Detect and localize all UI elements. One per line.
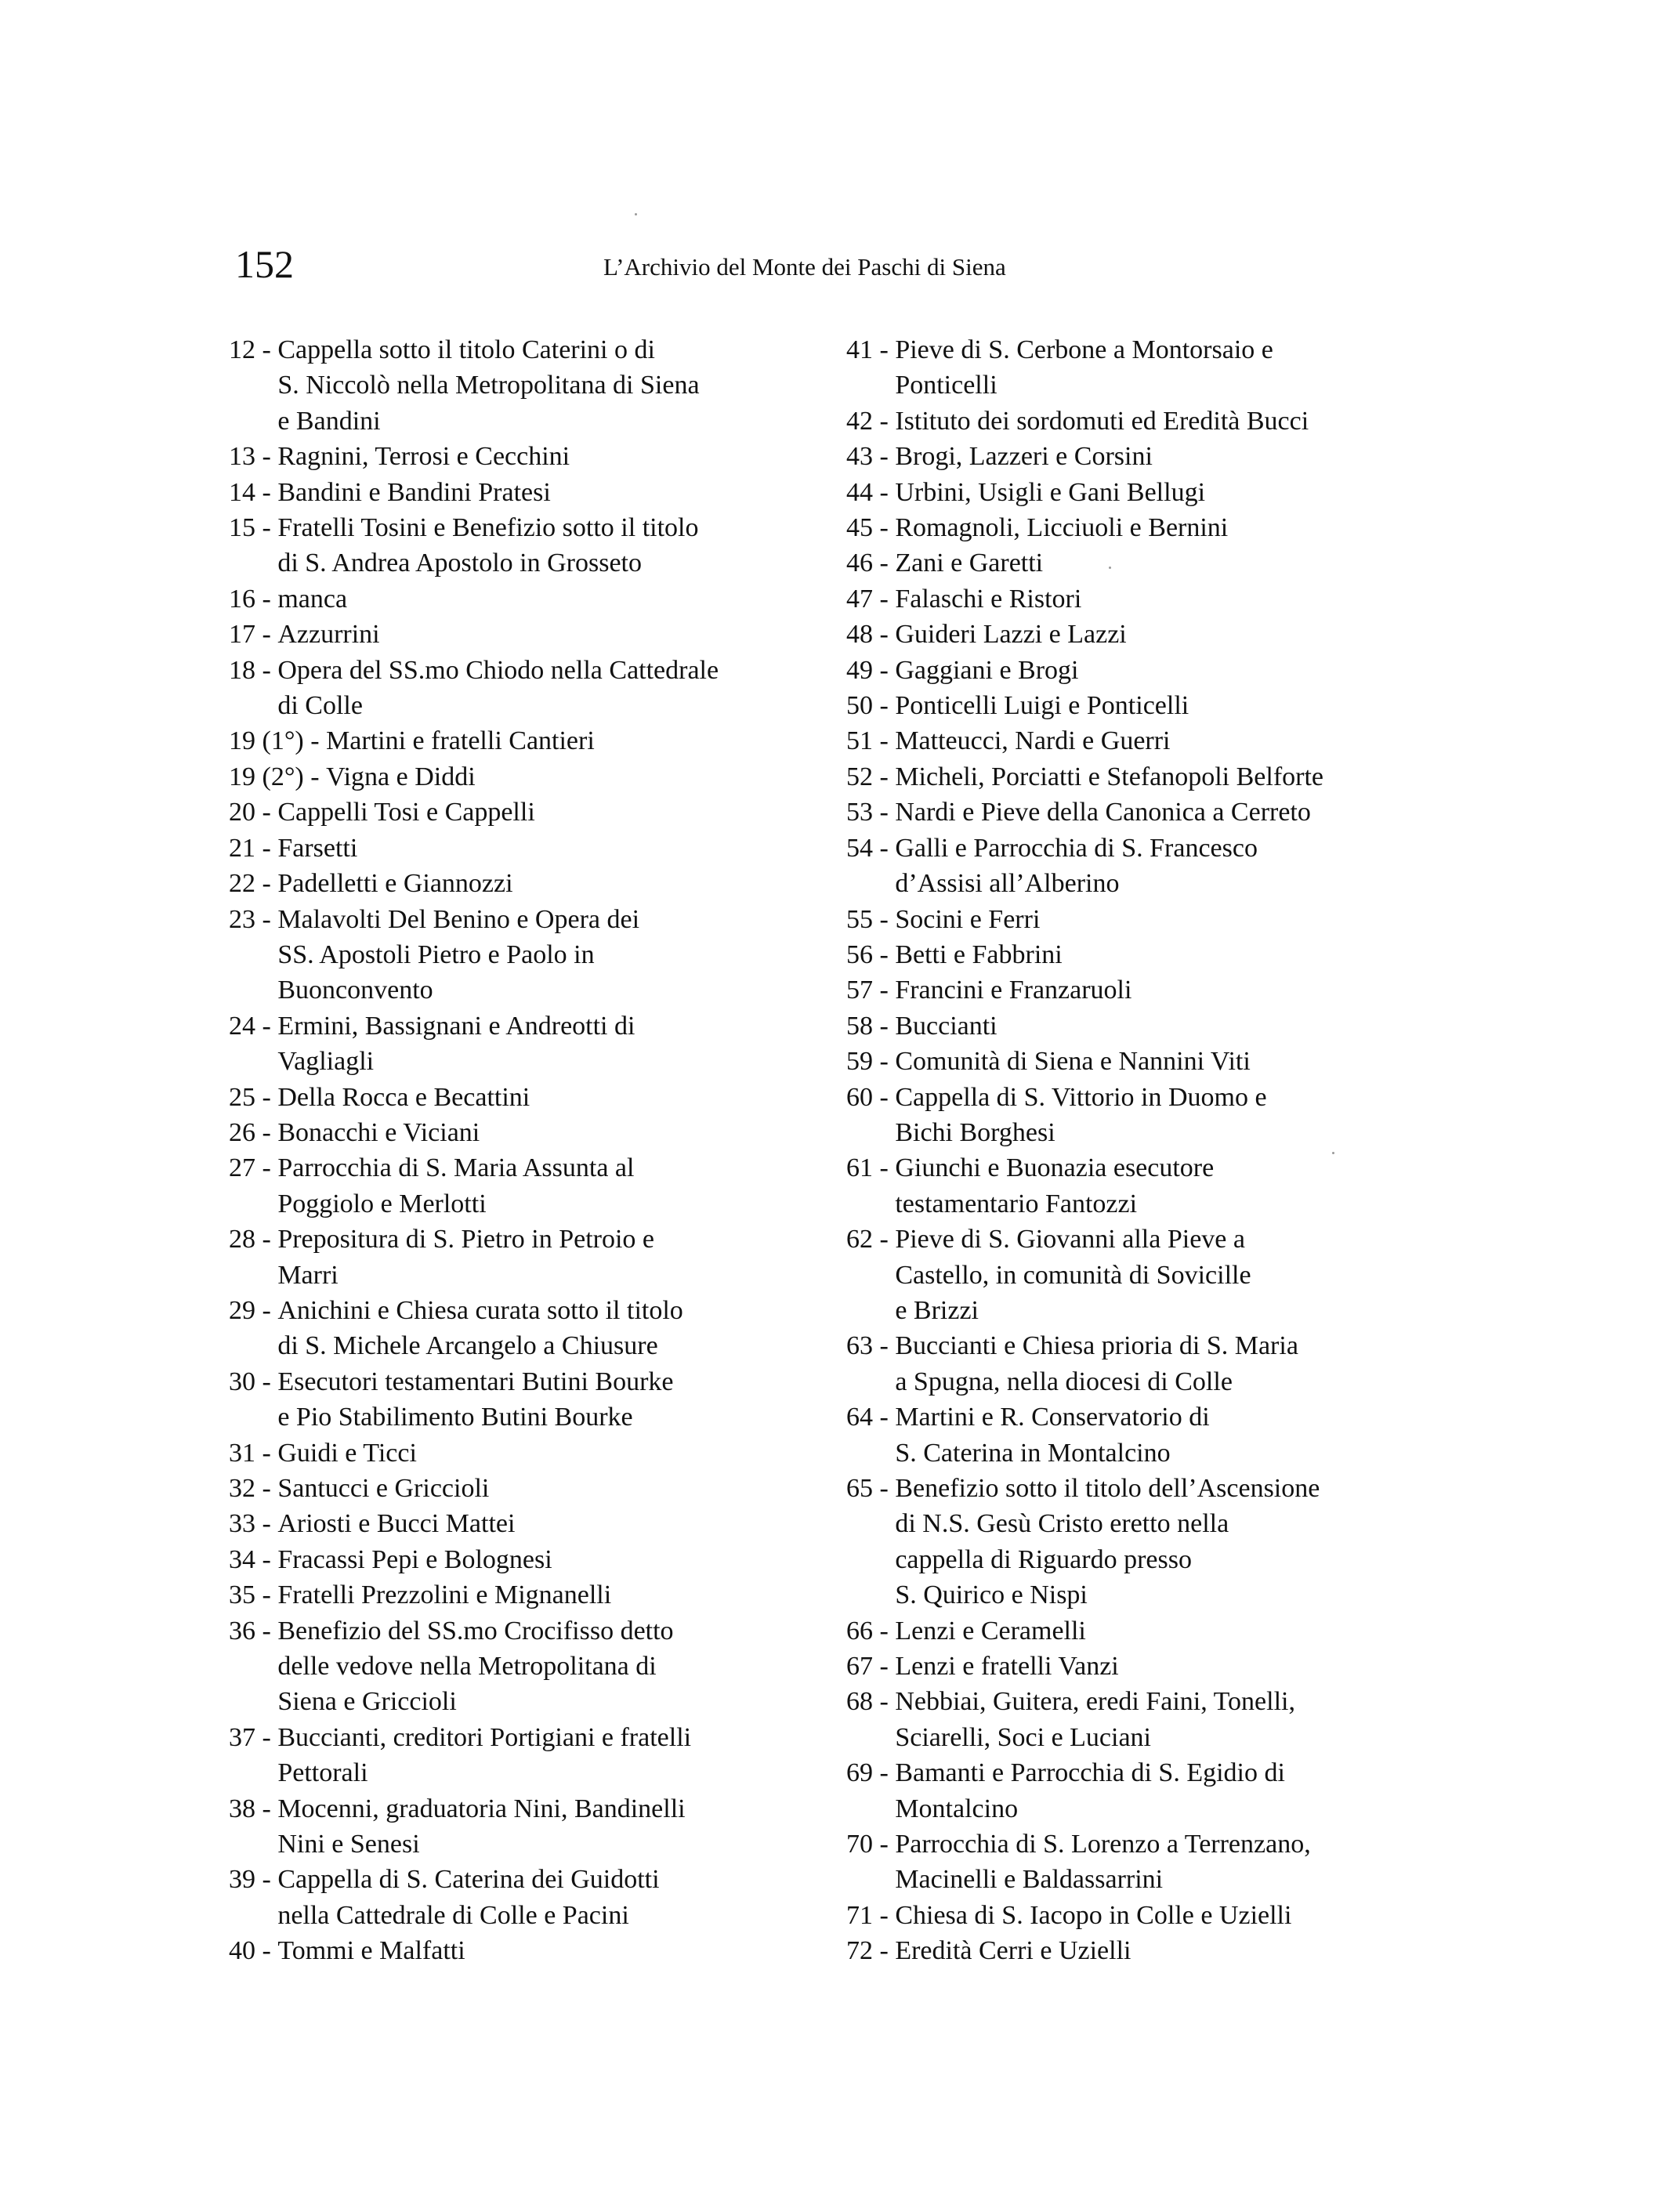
entry-line: Zani e Garetti bbox=[895, 548, 1044, 578]
entry-text bbox=[277, 1364, 824, 1436]
list-item bbox=[229, 1613, 824, 1720]
entry-line: Buccianti, creditori Portigiani e fratelli bbox=[277, 1722, 692, 1752]
list-item bbox=[846, 1649, 1442, 1684]
entry-number: 21 - bbox=[229, 833, 278, 863]
list-item bbox=[846, 759, 1442, 795]
entry-line: di S. Andrea Apostolo in Grosseto bbox=[277, 548, 642, 578]
entry-text bbox=[277, 1506, 824, 1541]
entry-number: 50 - bbox=[846, 691, 896, 721]
entry-line: Buccianti bbox=[895, 1011, 998, 1041]
list-item bbox=[846, 937, 1442, 972]
entry-text bbox=[277, 1222, 824, 1293]
entry-number: 67 - bbox=[846, 1652, 896, 1682]
entry-text bbox=[895, 1044, 1442, 1079]
entry-number: 23 - bbox=[229, 904, 278, 934]
entry-line: Falaschi e Ristori bbox=[895, 584, 1082, 614]
entry-text bbox=[895, 831, 1442, 902]
entry-line: Ponticelli bbox=[895, 371, 998, 400]
entry-number: 39 - bbox=[229, 1865, 278, 1895]
entry-line: Ariosti e Bucci Mattei bbox=[277, 1509, 516, 1539]
entry-line: testamentario Fantozzi bbox=[895, 1189, 1138, 1218]
list-item bbox=[229, 1471, 824, 1506]
entry-line: Cappella di S. Vittorio in Duomo e bbox=[895, 1082, 1267, 1112]
entry-line: Montalcino bbox=[895, 1794, 1019, 1823]
entry-text bbox=[895, 404, 1442, 439]
entry-line: Cappella di S. Caterina dei Guidotti bbox=[277, 1865, 660, 1895]
entry-line: S. Caterina in Montalcino bbox=[895, 1438, 1171, 1468]
entry-number: 36 - bbox=[229, 1616, 278, 1646]
entry-line: di S. Michele Arcangelo a Chiusure bbox=[277, 1331, 658, 1361]
list-item bbox=[229, 439, 824, 474]
list-item bbox=[846, 1222, 1442, 1328]
list-item bbox=[846, 723, 1442, 758]
entry-text bbox=[326, 759, 824, 795]
entry-line: manca bbox=[277, 584, 348, 614]
scan-speck bbox=[1109, 567, 1111, 569]
entry-number: 70 - bbox=[846, 1830, 896, 1859]
entry-line: Guideri Lazzi e Lazzi bbox=[895, 620, 1127, 650]
list-item bbox=[846, 653, 1442, 688]
entry-line: Azzurrini bbox=[277, 620, 380, 650]
list-item bbox=[846, 1755, 1442, 1827]
entry-text bbox=[895, 937, 1442, 972]
list-item bbox=[229, 759, 824, 795]
entry-text bbox=[277, 902, 824, 1008]
entry-number: 16 - bbox=[229, 584, 278, 614]
left-column bbox=[229, 332, 824, 1969]
entry-line: Bandini e Bandini Pratesi bbox=[277, 477, 551, 507]
entry-text bbox=[895, 439, 1442, 474]
entry-line: Comunità di Siena e Nannini Viti bbox=[895, 1047, 1251, 1077]
entry-line: Ponticelli Luigi e Ponticelli bbox=[895, 691, 1189, 721]
right-column bbox=[846, 332, 1442, 1969]
entry-line: Della Rocca e Becattini bbox=[277, 1082, 530, 1112]
entry-line: Micheli, Porciatti e Stefanopoli Belforte bbox=[895, 762, 1324, 791]
entry-number: 15 - bbox=[229, 513, 278, 543]
entry-number: 58 - bbox=[846, 1011, 896, 1041]
list-item bbox=[846, 1399, 1442, 1471]
entry-number: 46 - bbox=[846, 548, 896, 578]
entry-line: Benefizio del SS.mo Crocifisso detto bbox=[277, 1616, 674, 1646]
list-item bbox=[229, 723, 824, 758]
entry-number: 62 - bbox=[846, 1225, 896, 1254]
list-item bbox=[229, 1577, 824, 1613]
entry-text bbox=[895, 1399, 1442, 1471]
entry-text bbox=[277, 510, 824, 581]
entry-line: Betti e Fabbrini bbox=[895, 940, 1063, 969]
entry-line: Martini e fratelli Cantieri bbox=[326, 726, 595, 756]
entry-text bbox=[895, 1471, 1442, 1613]
list-item bbox=[846, 902, 1442, 937]
entry-line: Francini e Franzaruoli bbox=[895, 976, 1132, 1005]
list-item bbox=[229, 1364, 824, 1436]
entry-number: 20 - bbox=[229, 798, 278, 827]
running-title: L’Archivio del Monte dei Paschi di Siena bbox=[603, 253, 1006, 281]
entry-line: Ermini, Bassignani e Andreotti di bbox=[277, 1011, 635, 1041]
entry-number: 18 - bbox=[229, 655, 278, 685]
entry-line: Bonacchi e Viciani bbox=[277, 1117, 480, 1147]
entry-text bbox=[277, 475, 824, 510]
entry-line: Galli e Parrocchia di S. Francesco bbox=[895, 833, 1258, 863]
list-item bbox=[229, 1791, 824, 1863]
entry-number: 52 - bbox=[846, 762, 896, 791]
entry-number: 32 - bbox=[229, 1474, 278, 1503]
entry-number: 57 - bbox=[846, 976, 896, 1005]
entry-line: nella Cattedrale di Colle e Pacini bbox=[277, 1900, 629, 1930]
list-item bbox=[846, 545, 1442, 581]
page-number: 152 bbox=[235, 242, 294, 286]
entry-text bbox=[895, 617, 1442, 652]
entry-text bbox=[277, 1720, 824, 1791]
entry-number: 66 - bbox=[846, 1616, 896, 1646]
entry-line: cappella di Riguardo presso bbox=[895, 1544, 1192, 1574]
entry-line: Esecutori testamentari Butini Bourke bbox=[277, 1367, 674, 1396]
entry-line: e Pio Stabilimento Butini Bourke bbox=[277, 1403, 633, 1432]
entry-number: 35 - bbox=[229, 1580, 278, 1610]
entry-text bbox=[277, 1008, 824, 1080]
entry-number: 31 - bbox=[229, 1438, 278, 1468]
entry-line: Padelletti e Giannozzi bbox=[277, 869, 513, 899]
list-item bbox=[229, 475, 824, 510]
entry-text bbox=[895, 1755, 1442, 1827]
entry-text bbox=[277, 831, 824, 866]
list-item bbox=[846, 688, 1442, 723]
entry-line: a Spugna, nella diocesi di Colle bbox=[895, 1367, 1233, 1396]
list-item bbox=[229, 1008, 824, 1080]
entry-line: Farsetti bbox=[277, 833, 358, 863]
entry-text bbox=[895, 1328, 1442, 1399]
entry-line: Vigna e Diddi bbox=[326, 762, 476, 791]
entry-text bbox=[895, 1827, 1442, 1898]
entry-text bbox=[277, 1471, 824, 1506]
list-item bbox=[229, 1933, 824, 1968]
entry-number: 45 - bbox=[846, 513, 896, 543]
entry-number: 19 (1°) - bbox=[229, 726, 327, 756]
entry-line: Giunchi e Buonazia esecutore bbox=[895, 1153, 1215, 1183]
entry-number: 53 - bbox=[846, 798, 896, 827]
list-item bbox=[846, 1150, 1442, 1222]
list-item bbox=[846, 404, 1442, 439]
entry-line: Santucci e Griccioli bbox=[277, 1474, 490, 1503]
entry-line: Poggiolo e Merlotti bbox=[277, 1189, 487, 1218]
entry-line: e Bandini bbox=[277, 406, 381, 436]
entry-number: 17 - bbox=[229, 620, 278, 650]
list-item bbox=[846, 510, 1442, 545]
list-item bbox=[229, 1115, 824, 1150]
entry-text bbox=[895, 972, 1442, 1008]
entry-line: Fratelli Tosini e Benefizio sotto il titolo bbox=[277, 513, 699, 543]
entry-number: 44 - bbox=[846, 477, 896, 507]
entry-line: Tommi e Malfatti bbox=[277, 1936, 465, 1966]
entry-line: di Colle bbox=[277, 691, 363, 721]
entry-line: delle vedove nella Metropolitana di bbox=[277, 1652, 657, 1682]
entry-line: Pettorali bbox=[277, 1758, 368, 1788]
list-item bbox=[229, 1862, 824, 1933]
list-item bbox=[229, 1222, 824, 1293]
entry-line: Opera del SS.mo Chiodo nella Cattedrale bbox=[277, 655, 719, 685]
entry-text bbox=[895, 1933, 1442, 1968]
entry-text bbox=[895, 653, 1442, 688]
entry-number: 40 - bbox=[229, 1936, 278, 1966]
list-item bbox=[846, 1044, 1442, 1079]
entry-number: 33 - bbox=[229, 1509, 278, 1539]
entry-text bbox=[895, 902, 1442, 937]
list-item bbox=[846, 617, 1442, 652]
entry-line: Prepositura di S. Pietro in Petroio e bbox=[277, 1225, 655, 1254]
entry-line: S. Quirico e Nispi bbox=[895, 1580, 1088, 1610]
entry-line: Eredità Cerri e Uzielli bbox=[895, 1936, 1131, 1966]
entry-text bbox=[277, 581, 824, 617]
list-item bbox=[846, 332, 1442, 404]
list-item bbox=[229, 1293, 824, 1364]
list-item bbox=[229, 1436, 824, 1471]
entry-line: Benefizio sotto il titolo dell’Ascensione bbox=[895, 1474, 1320, 1503]
entry-line: e Brizzi bbox=[895, 1295, 979, 1325]
entry-text bbox=[277, 332, 824, 439]
entry-line: Nini e Senesi bbox=[277, 1830, 420, 1859]
entry-text bbox=[895, 1222, 1442, 1328]
entry-line: Fracassi Pepi e Bolognesi bbox=[277, 1544, 552, 1574]
entry-number: 28 - bbox=[229, 1225, 278, 1254]
entry-text bbox=[277, 1862, 824, 1933]
entry-text bbox=[895, 1898, 1442, 1933]
entry-number: 60 - bbox=[846, 1082, 896, 1112]
entry-text bbox=[277, 617, 824, 652]
entry-text bbox=[895, 545, 1442, 581]
entry-line: Mocenni, graduatoria Nini, Bandinelli bbox=[277, 1794, 686, 1823]
list-item bbox=[846, 1328, 1442, 1399]
list-item bbox=[846, 1080, 1442, 1151]
entry-line: Parrocchia di S. Maria Assunta al bbox=[277, 1153, 635, 1183]
entry-text bbox=[277, 1613, 824, 1720]
list-item bbox=[846, 1684, 1442, 1755]
entry-number: 42 - bbox=[846, 406, 896, 436]
entry-text bbox=[895, 759, 1442, 795]
entry-number: 22 - bbox=[229, 869, 278, 899]
entry-text bbox=[895, 1080, 1442, 1151]
entry-number: 51 - bbox=[846, 726, 896, 756]
entry-text bbox=[277, 1150, 824, 1222]
entry-line: Martini e R. Conservatorio di bbox=[895, 1403, 1210, 1432]
entry-text bbox=[277, 1080, 824, 1115]
entry-number: 64 - bbox=[846, 1403, 896, 1432]
list-item bbox=[229, 1080, 824, 1115]
list-item bbox=[229, 831, 824, 866]
list-item bbox=[229, 1720, 824, 1791]
entry-text bbox=[895, 475, 1442, 510]
entry-text bbox=[277, 653, 824, 724]
entry-line: Anichini e Chiesa curata sotto il titolo bbox=[277, 1295, 683, 1325]
entry-number: 19 (2°) - bbox=[229, 762, 327, 791]
list-item bbox=[229, 510, 824, 581]
entry-line: Brogi, Lazzeri e Corsini bbox=[895, 442, 1153, 472]
list-item bbox=[846, 475, 1442, 510]
entry-line: Romagnoli, Licciuoli e Bernini bbox=[895, 513, 1229, 543]
entry-line: d’Assisi all’Alberino bbox=[895, 869, 1120, 899]
list-item bbox=[846, 1898, 1442, 1933]
entry-number: 30 - bbox=[229, 1367, 278, 1396]
entry-line: Bichi Borghesi bbox=[895, 1117, 1055, 1147]
entry-text bbox=[895, 1008, 1442, 1044]
entry-line: Castello, in comunità di Sovicille bbox=[895, 1260, 1251, 1290]
entry-text bbox=[895, 688, 1442, 723]
scan-speck bbox=[635, 213, 637, 215]
entry-text bbox=[895, 581, 1442, 617]
entry-number: 41 - bbox=[846, 335, 896, 364]
entry-number: 29 - bbox=[229, 1295, 278, 1325]
entry-text bbox=[895, 1150, 1442, 1222]
entry-number: 37 - bbox=[229, 1722, 278, 1752]
entry-text bbox=[895, 1649, 1442, 1684]
entry-line: Socini e Ferri bbox=[895, 904, 1041, 934]
entry-line: Cappelli Tosi e Cappelli bbox=[277, 798, 535, 827]
list-item bbox=[846, 972, 1442, 1008]
list-item bbox=[229, 1542, 824, 1577]
entry-number: 54 - bbox=[846, 833, 896, 863]
entry-line: Nebbiai, Guitera, eredi Faini, Tonelli, bbox=[895, 1687, 1295, 1717]
entry-line: Fratelli Prezzolini e Mignanelli bbox=[277, 1580, 612, 1610]
entry-text bbox=[326, 723, 824, 758]
list-item bbox=[846, 1008, 1442, 1044]
entry-text bbox=[895, 332, 1442, 404]
entry-number: 48 - bbox=[846, 620, 896, 650]
entry-text bbox=[277, 1542, 824, 1577]
entry-number: 69 - bbox=[846, 1758, 896, 1788]
entry-number: 43 - bbox=[846, 442, 896, 472]
entry-line: Vagliagli bbox=[277, 1047, 375, 1077]
list-item bbox=[229, 902, 824, 1008]
entry-text bbox=[277, 1791, 824, 1863]
entry-line: Guidi e Ticci bbox=[277, 1438, 417, 1468]
entry-text bbox=[277, 795, 824, 830]
entry-number: 12 - bbox=[229, 335, 278, 364]
entry-number: 55 - bbox=[846, 904, 896, 934]
list-item bbox=[229, 1506, 824, 1541]
entry-number: 13 - bbox=[229, 442, 278, 472]
entry-text bbox=[895, 723, 1442, 758]
entry-number: 68 - bbox=[846, 1687, 896, 1717]
entry-line: Ragnini, Terrosi e Cecchini bbox=[277, 442, 570, 472]
entry-line: Chiesa di S. Iacopo in Colle e Uzielli bbox=[895, 1900, 1292, 1930]
entry-number: 59 - bbox=[846, 1047, 896, 1077]
entry-number: 14 - bbox=[229, 477, 278, 507]
entry-number: 72 - bbox=[846, 1936, 896, 1966]
entry-line: Bamanti e Parrocchia di S. Egidio di bbox=[895, 1758, 1285, 1788]
entry-line: Cappella sotto il titolo Caterini o di bbox=[277, 335, 655, 364]
entry-line: Siena e Griccioli bbox=[277, 1687, 457, 1717]
entry-line: Pieve di S. Giovanni alla Pieve a bbox=[895, 1225, 1245, 1254]
list-item bbox=[846, 831, 1442, 902]
entry-text bbox=[895, 795, 1442, 830]
entry-line: Parrocchia di S. Lorenzo a Terrenzano, bbox=[895, 1830, 1311, 1859]
entry-line: di N.S. Gesù Cristo eretto nella bbox=[895, 1509, 1229, 1539]
entry-number: 25 - bbox=[229, 1082, 278, 1112]
entry-line: Buccianti e Chiesa prioria di S. Maria bbox=[895, 1331, 1298, 1361]
entry-line: S. Niccolò nella Metropolitana di Siena bbox=[277, 371, 700, 400]
entry-number: 49 - bbox=[846, 655, 896, 685]
entry-line: Buonconvento bbox=[277, 976, 433, 1005]
list-item bbox=[229, 866, 824, 901]
list-item bbox=[846, 1827, 1442, 1898]
entry-text bbox=[277, 866, 824, 901]
entry-line: Marri bbox=[277, 1260, 339, 1290]
entry-text bbox=[895, 1684, 1442, 1755]
list-item bbox=[846, 1471, 1442, 1613]
entry-line: Pieve di S. Cerbone a Montorsaio e bbox=[895, 335, 1273, 364]
entry-text bbox=[895, 1613, 1442, 1649]
entry-line: Gaggiani e Brogi bbox=[895, 655, 1079, 685]
entry-number: 26 - bbox=[229, 1117, 278, 1147]
entry-line: Macinelli e Baldassarrini bbox=[895, 1865, 1164, 1895]
list-item bbox=[846, 795, 1442, 830]
entry-number: 65 - bbox=[846, 1474, 896, 1503]
entry-number: 47 - bbox=[846, 584, 896, 614]
list-item bbox=[229, 795, 824, 830]
scan-speck bbox=[1332, 1152, 1334, 1154]
entry-number: 34 - bbox=[229, 1544, 278, 1574]
entry-text bbox=[277, 1293, 824, 1364]
list-item bbox=[229, 617, 824, 652]
entry-line: Lenzi e Ceramelli bbox=[895, 1616, 1086, 1646]
entry-text bbox=[277, 1436, 824, 1471]
entry-line: Istituto dei sordomuti ed Eredità Bucci bbox=[895, 406, 1309, 436]
list-item bbox=[846, 439, 1442, 474]
entry-text bbox=[277, 439, 824, 474]
list-item bbox=[846, 1933, 1442, 1968]
list-item bbox=[229, 581, 824, 617]
entry-number: 71 - bbox=[846, 1900, 896, 1930]
entry-line: Lenzi e fratelli Vanzi bbox=[895, 1652, 1119, 1682]
entry-line: Malavolti Del Benino e Opera dei bbox=[277, 904, 640, 934]
entry-line: Urbini, Usigli e Gani Bellugi bbox=[895, 477, 1206, 507]
list-item bbox=[229, 1150, 824, 1222]
entry-line: Sciarelli, Soci e Luciani bbox=[895, 1722, 1151, 1752]
entry-number: 56 - bbox=[846, 940, 896, 969]
list-item bbox=[229, 653, 824, 724]
entry-number: 61 - bbox=[846, 1153, 896, 1183]
list-item bbox=[846, 581, 1442, 617]
entry-number: 38 - bbox=[229, 1794, 278, 1823]
entry-line: SS. Apostoli Pietro e Paolo in bbox=[277, 940, 595, 969]
entry-text bbox=[895, 510, 1442, 545]
entry-text bbox=[277, 1933, 824, 1968]
entry-number: 63 - bbox=[846, 1331, 896, 1361]
entry-text bbox=[277, 1577, 824, 1613]
entry-number: 27 - bbox=[229, 1153, 278, 1183]
entry-line: Nardi e Pieve della Canonica a Cerreto bbox=[895, 798, 1311, 827]
entry-text bbox=[277, 1115, 824, 1150]
list-item bbox=[846, 1613, 1442, 1649]
entry-line: Matteucci, Nardi e Guerri bbox=[895, 726, 1171, 756]
list-item bbox=[229, 332, 824, 439]
entry-number: 24 - bbox=[229, 1011, 278, 1041]
